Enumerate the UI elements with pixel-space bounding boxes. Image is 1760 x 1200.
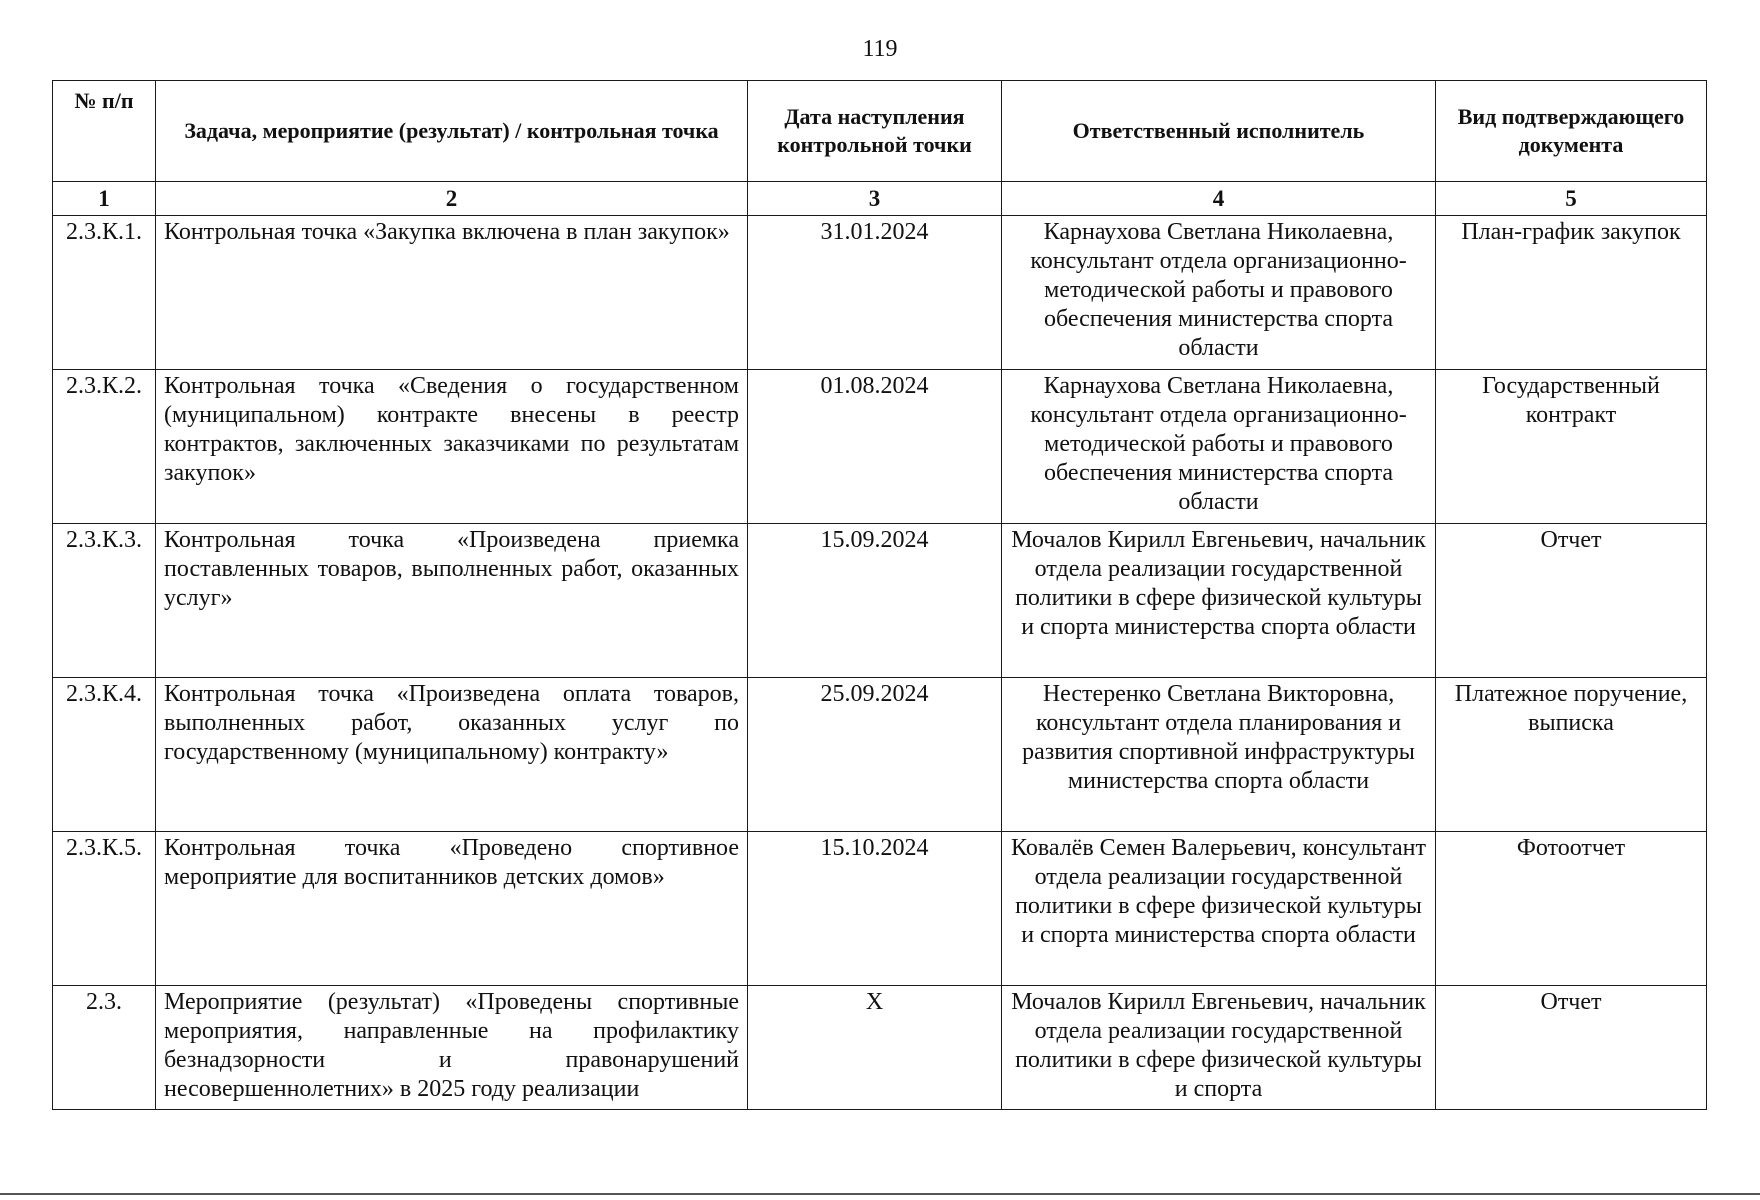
row-task: Контрольная точка «Закупка включена в план закупок»: [156, 216, 748, 370]
column-number-3: 3: [748, 182, 1002, 216]
row-document: Фотоотчет: [1436, 832, 1707, 986]
column-number-1: 1: [53, 182, 156, 216]
row-date: 31.01.2024: [748, 216, 1002, 370]
table-header-row: [53, 81, 1707, 182]
header-task: Задача, мероприятие (результат) / контрольная точка: [156, 81, 748, 182]
header-number: № п/п: [53, 81, 156, 182]
row-responsible: Карнаухова Светлана Николаевна, консультант отдела организационно-методической работы и правового обеспечения министерства спорта области: [1002, 216, 1436, 370]
row-document: Отчет: [1436, 986, 1707, 1110]
row-responsible: Ковалёв Семен Валерьевич, консультант отдела реализации государственной политики в сфере физической культуры и спорта министерства спорта области: [1002, 832, 1436, 986]
table-row: [53, 524, 1707, 678]
row-document: Государственный контракт: [1436, 370, 1707, 524]
row-number: 2.3.К.1.: [53, 216, 156, 370]
row-date: 15.10.2024: [748, 832, 1002, 986]
row-date: Х: [748, 986, 1002, 1110]
row-responsible: Мочалов Кирилл Евгеньевич, начальник отдела реализации государственной политики в сфере физической культуры и спорта: [1002, 986, 1436, 1110]
table-row: [53, 216, 1707, 370]
row-number: 2.3.К.3.: [53, 524, 156, 678]
header-document: Вид подтверждающего документа: [1436, 81, 1707, 182]
row-task: Контрольная точка «Проведено спортивное мероприятие для воспитанников детских домов»: [156, 832, 748, 986]
row-number: 2.3.К.2.: [53, 370, 156, 524]
header-responsible: Ответственный исполнитель: [1002, 81, 1436, 182]
row-document: План-график закупок: [1436, 216, 1707, 370]
table-row: [53, 370, 1707, 524]
table-row: [53, 678, 1707, 832]
row-responsible: Нестеренко Светлана Викторовна, консультант отдела планирования и развития спортивной инфраструктуры министерства спорта области: [1002, 678, 1436, 832]
page-number: 119: [862, 36, 898, 62]
row-number: 2.3.: [53, 986, 156, 1110]
control-points-table: [52, 80, 1707, 1110]
row-responsible: Мочалов Кирилл Евгеньевич, начальник отдела реализации государственной политики в сфере физической культуры и спорта министерства спорта области: [1002, 524, 1436, 678]
header-date: Дата наступления контрольной точки: [748, 81, 1002, 182]
column-numbers-row: [53, 182, 1707, 216]
row-task: Мероприятие (результат) «Проведены спортивные мероприятия, направленные на профилактику безнадзорности и правонарушений несовершеннолетних» в 2025 году реализации: [156, 986, 748, 1110]
row-number: 2.3.К.4.: [53, 678, 156, 832]
column-number-4: 4: [1002, 182, 1436, 216]
row-number: 2.3.К.5.: [53, 832, 156, 986]
page-bottom-rule: [0, 1193, 1760, 1195]
table-row: [53, 986, 1707, 1110]
column-number-2: 2: [156, 182, 748, 216]
row-document: Платежное поручение, выписка: [1436, 678, 1707, 832]
row-task: Контрольная точка «Произведена оплата товаров, выполненных работ, оказанных услуг по государственному (муниципальному) контракту»: [156, 678, 748, 832]
column-number-5: 5: [1436, 182, 1707, 216]
row-date: 01.08.2024: [748, 370, 1002, 524]
row-responsible: Карнаухова Светлана Николаевна, консультант отдела организационно-методической работы и правового обеспечения министерства спорта области: [1002, 370, 1436, 524]
table-row: [53, 832, 1707, 986]
row-date: 25.09.2024: [748, 678, 1002, 832]
row-task: Контрольная точка «Произведена приемка поставленных товаров, выполненных работ, оказанных услуг»: [156, 524, 748, 678]
row-task: Контрольная точка «Сведения о государственном (муниципальном) контракте внесены в реестр контрактов, заключенных заказчиками по результатам закупок»: [156, 370, 748, 524]
row-date: 15.09.2024: [748, 524, 1002, 678]
row-document: Отчет: [1436, 524, 1707, 678]
